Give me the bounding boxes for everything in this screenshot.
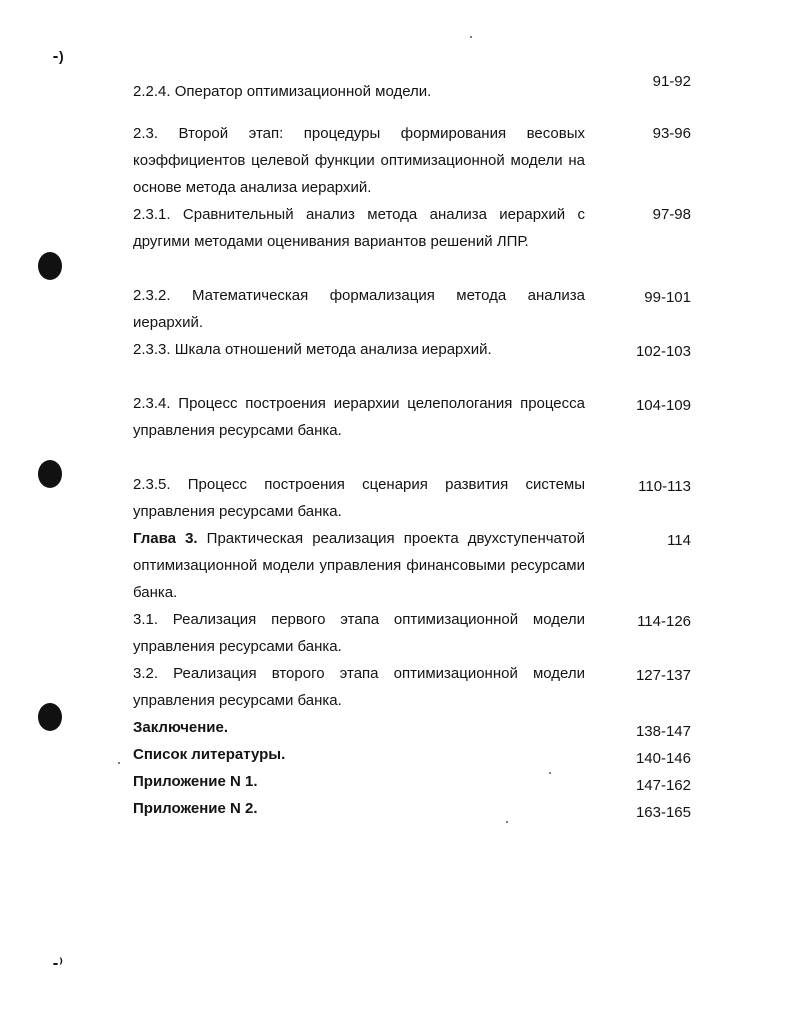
chapter-title: Практическая реализация проекта двухступенчатой оптимизационной модели управления финансовыми ресурсами банка. xyxy=(133,530,585,601)
chapter-label: Глава 3. xyxy=(133,530,198,547)
scan-speck xyxy=(470,36,472,38)
toc-entry-title: 2.3.2. Математическая формализация метода анализа иерархий. xyxy=(133,287,585,331)
toc-entry-page: 163-165 xyxy=(635,804,691,821)
toc-entry-page: 99-101 xyxy=(644,289,691,306)
punch-hole-3 xyxy=(38,703,62,731)
toc-entry-page: 104-109 xyxy=(635,397,691,414)
toc-entry-title: 2.3.1. Сравнительный анализ метода анализа иерархий с другими методами оценивания вариантов решений ЛПР. xyxy=(133,206,585,250)
toc-entry-title: Приложение N 1. xyxy=(133,773,258,790)
toc-entry-title xyxy=(133,525,585,606)
toc-entry-title: Приложение N 2. xyxy=(133,800,258,817)
toc-entry-page: 91-92 xyxy=(652,73,691,90)
toc-entry-page: 97-98 xyxy=(652,206,691,223)
toc-entry-page: 93-96 xyxy=(652,125,691,142)
toc-entry-title: 3.1. Реализация первого этапа оптимизационной модели управления ресурсами банка. xyxy=(133,611,585,655)
toc-entry-title: Список литературы. xyxy=(133,746,286,763)
toc-entry-page: 102-103 xyxy=(635,343,691,360)
toc-entry-title: 2.3.5. Процесс построения сценария развития системы управления ресурсами банка. xyxy=(133,476,585,520)
punch-hole-2 xyxy=(38,460,62,488)
toc-entry-title: 2.2.4. Оператор оптимизационной модели. xyxy=(133,83,432,100)
scan-binding-edge xyxy=(28,40,68,1010)
toc-entry-page: 147-162 xyxy=(635,777,691,794)
toc-entry-title: Заключение. xyxy=(133,719,229,736)
toc-entry-title: 3.2. Реализация второго этапа оптимизационной модели управления ресурсами банка. xyxy=(133,665,585,709)
toc-entry-page: 114 xyxy=(667,532,691,549)
scan-mark-top: ⁃) xyxy=(52,48,64,64)
toc-entry-page: 114-126 xyxy=(637,613,691,630)
punch-hole-1 xyxy=(38,252,62,280)
toc-entry-title: 2.3.4. Процесс построения иерархии целепологания процесса управления ресурсами банка. xyxy=(133,395,585,439)
scan-speck xyxy=(118,762,120,764)
toc-entry-page: 127-137 xyxy=(635,667,691,684)
scan-mark-bottom: ⁃⁾ xyxy=(52,955,64,971)
toc-entry-title: 2.3. Второй этап: процедуры формирования весовых коэффициентов целевой функции оптимизационной модели на основе метода анализа иерархий. xyxy=(133,125,585,196)
toc-entry-title: 2.3.3. Шкала отношений метода анализа иерархий. xyxy=(133,341,492,358)
toc-entry-page: 110-113 xyxy=(638,478,691,495)
toc-entry-page: 140-146 xyxy=(635,750,691,767)
toc-entry-page: 138-147 xyxy=(635,723,691,740)
